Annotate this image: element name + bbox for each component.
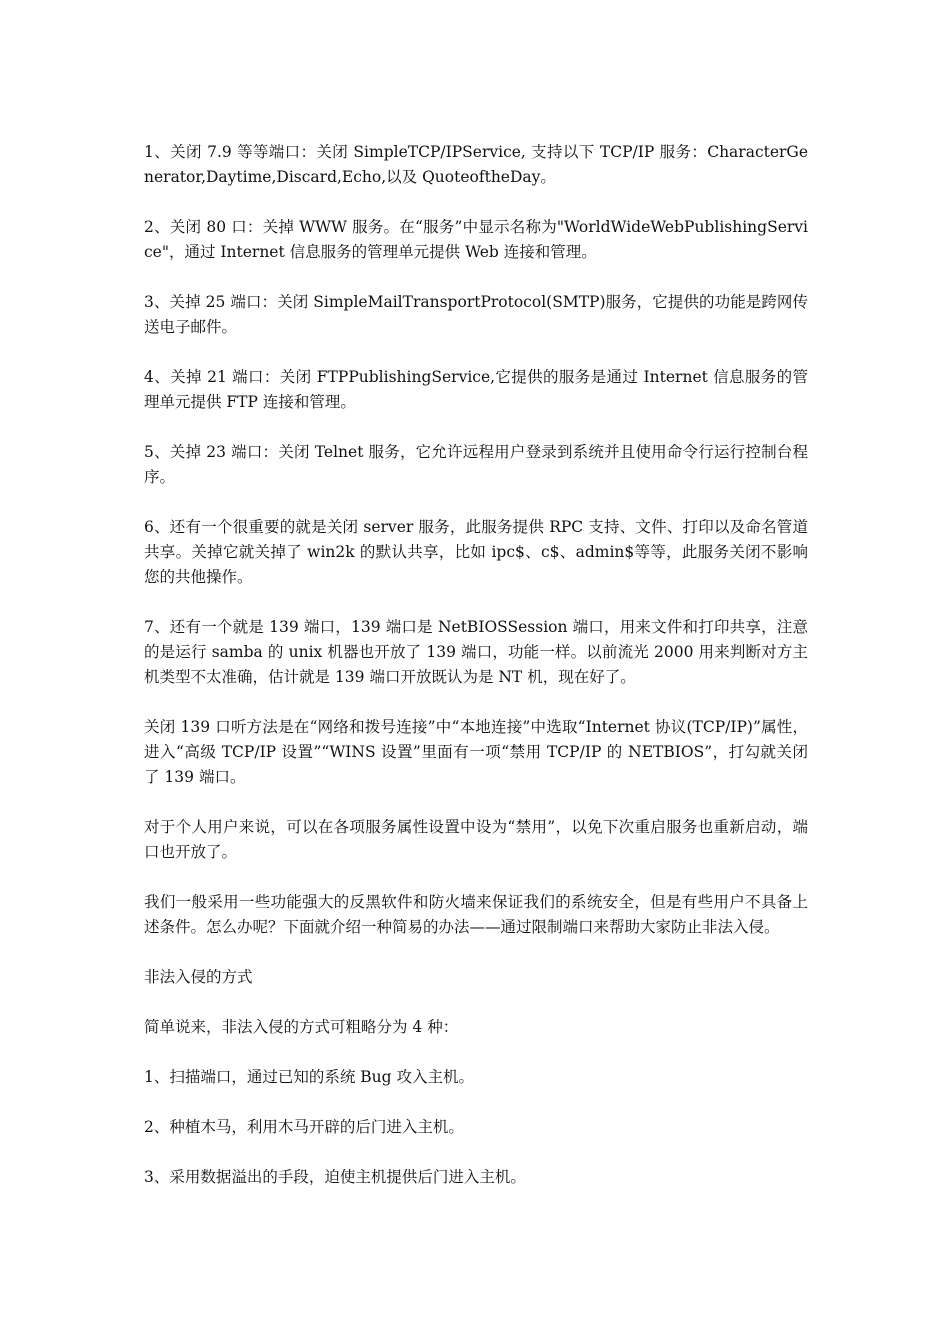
paragraph-close-server-service: 6、还有一个很重要的就是关闭 server 服务，此服务提供 RPC 支持、文件、打印以及命名管道共享。关掉它就关掉了 win2k 的默认共享，比如 ipc$、c$、admin$等等，此服务关闭不影响您的共他操作。 xyxy=(144,518,808,586)
list-item-scan-ports: 1、扫描端口，通过已知的系统 Bug 攻入主机。 xyxy=(144,1068,475,1086)
paragraph-intrusion-summary: 简单说来，非法入侵的方式可粗略分为 4 种： xyxy=(144,1018,459,1036)
paragraph-close-port-7-9: 1、关闭 7.9 等等端口：关闭 SimpleTCP/IPService, 支持以下 TCP/IP 服务：CharacterGenerator,Daytime,Discard,Echo,以及 QuoteoftheDay。 xyxy=(144,143,808,186)
document-body xyxy=(144,140,808,1190)
paragraph-personal-users: 对于个人用户来说，可以在各项服务属性设置中设为“禁用”，以免下次重启服务也重新启动，端口也开放了。 xyxy=(144,818,808,861)
paragraph-close-port-21: 4、关掉 21 端口：关闭 FTPPublishingService,它提供的服务是通过 Internet 信息服务的管理单元提供 FTP 连接和管理。 xyxy=(144,368,808,411)
list-item-trojan: 2、种植木马，利用木马开辟的后门进入主机。 xyxy=(144,1118,464,1136)
list-item-overflow: 3、采用数据溢出的手段，迫使主机提供后门进入主机。 xyxy=(144,1168,526,1186)
paragraph-close-port-80: 2、关闭 80 口：关掉 WWW 服务。在“服务”中显示名称为"WorldWideWebPublishingService"，通过 Internet 信息服务的管理单元提供 Web 连接和管理。 xyxy=(144,218,808,261)
section-heading-intrusion-methods: 非法入侵的方式 xyxy=(144,968,253,986)
paragraph-close-port-23: 5、关掉 23 端口：关闭 Telnet 服务，它允许远程用户登录到系统并且使用命令行运行控制台程序。 xyxy=(144,443,808,486)
paragraph-intro-port-restriction: 我们一般采用一些功能强大的反黑软件和防火墙来保证我们的系统安全，但是有些用户不具备上述条件。怎么办呢？下面就介绍一种简易的办法——通过限制端口来帮助大家防止非法入侵。 xyxy=(144,893,808,936)
paragraph-port-139: 7、还有一个就是 139 端口，139 端口是 NetBIOSSession 端口，用来文件和打印共享，注意的是运行 samba 的 unix 机器也开放了 139 端口，功能一样。以前流光 2000 用来判断对方主机类型不太准确，估计就是 139 端口开放既认为是 NT 机，现在好了。 xyxy=(144,618,808,686)
paragraph-close-port-25: 3、关掉 25 端口：关闭 SimpleMailTransportProtocol(SMTP)服务，它提供的功能是跨网传送电子邮件。 xyxy=(144,293,808,336)
paragraph-close-139-method: 关闭 139 口听方法是在“网络和拨号连接”中“本地连接”中选取“Internet 协议(TCP/IP)”属性，进入“高级 TCP/IP 设置”“WINS 设置”里面有一项“禁用 TCP/IP 的 NETBIOS”，打勾就关闭了 139 端口。 xyxy=(144,718,808,786)
